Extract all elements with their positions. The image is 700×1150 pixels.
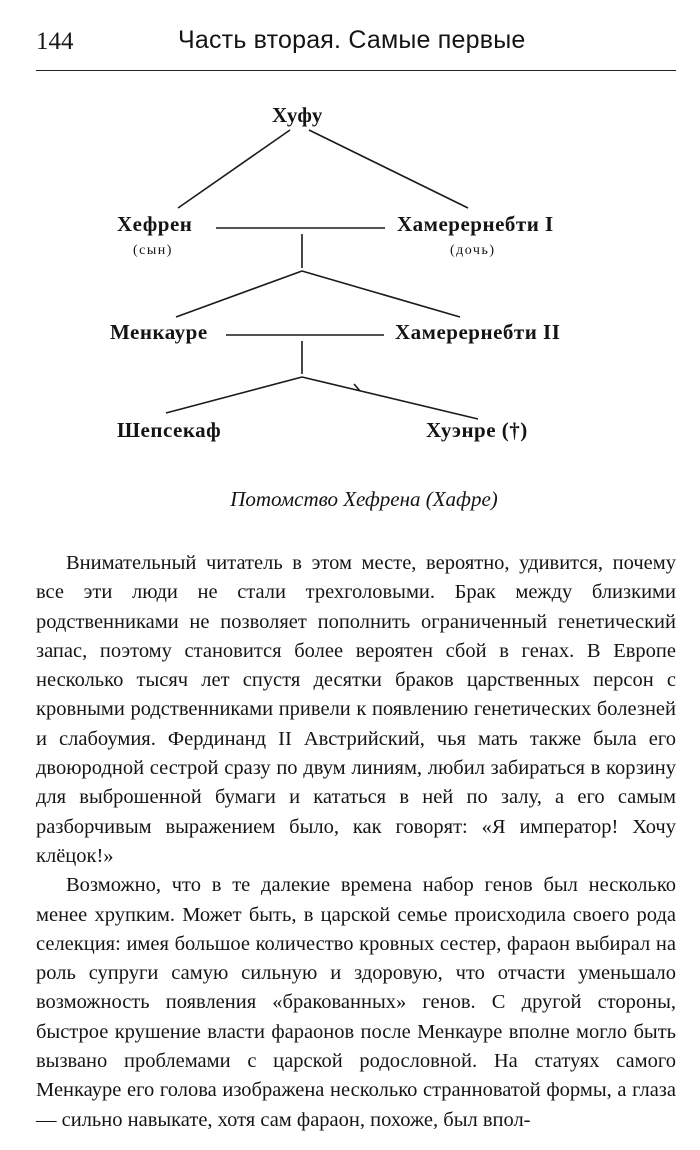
page-header [36, 20, 676, 64]
node-hamerernebty-1: Хамерернебти I [397, 212, 554, 236]
node-menkaure: Менкауре [110, 320, 208, 344]
family-tree [0, 80, 700, 460]
paragraph: Внимательный читатель в этом месте, вероятно, удивится, почему все эти люди не стали трехголовыми. Брак между близкими родственниками не позволяет пополнить ограниченный генетический запас, поэтому становится более вероятен сбой в генах. В Европе несколько тысяч лет спустя десятки браков царственных персон с кровными родственниками привели к появлению генетических болезней и слабоумия. Фердинанд II Австрийский, чья мать также была его двоюродной сестрой сразу по двум линиям, любил забираться в корзину для выброшенной бумаги и кататься в ней по залу, а его самым разборчивым выражением было, как говорят: «Я император! Хочу клёцок!» [36, 552, 676, 867]
note-son: (сын) [133, 243, 173, 258]
line-root-right [309, 130, 468, 208]
line-gen3-right [302, 377, 478, 419]
line-gen2-left [176, 271, 302, 317]
node-hamerernebty-2: Хамерернебти II [395, 320, 561, 344]
node-khufu: Хуфу [272, 103, 323, 127]
line-root-left [178, 130, 290, 208]
figure-caption: Потомство Хефрена (Хафре) [230, 487, 498, 511]
page-number: 144 [36, 28, 74, 55]
paragraph: Возможно, что в те далекие времена набор генов был несколько менее хрупким. Может быть, в царской семье происходила своего рода селекция: имея большое количество кровных сестер, фараон выбирал на роль супруги самую сильную и здоровую, что отчасти уменьшало возможность появления «бракованных» генов. С другой стороны, быстрое крушение власти фараонов после Менкауре вполне могло быть вызвано проблемами с царской родословной. На статуях самого Менкауре его голова изображена несколько странноватой формы, а глаза — сильно навыкате, хотя сам фараон, похоже, был впол- [36, 874, 676, 1131]
node-shepseskaf: Шепсекаф [117, 418, 222, 442]
line-gen3-left [166, 377, 302, 413]
node-khafre: Хефрен [117, 212, 193, 236]
header-rule [36, 70, 676, 71]
node-khuenre: Хуэнре (†) [426, 418, 528, 442]
running-title: Часть вторая. Самые первые [178, 26, 526, 54]
family-tree-lines [0, 80, 700, 460]
line-gen2-right [302, 271, 460, 317]
body-text [36, 549, 676, 1135]
note-daughter: (дочь) [450, 243, 496, 258]
